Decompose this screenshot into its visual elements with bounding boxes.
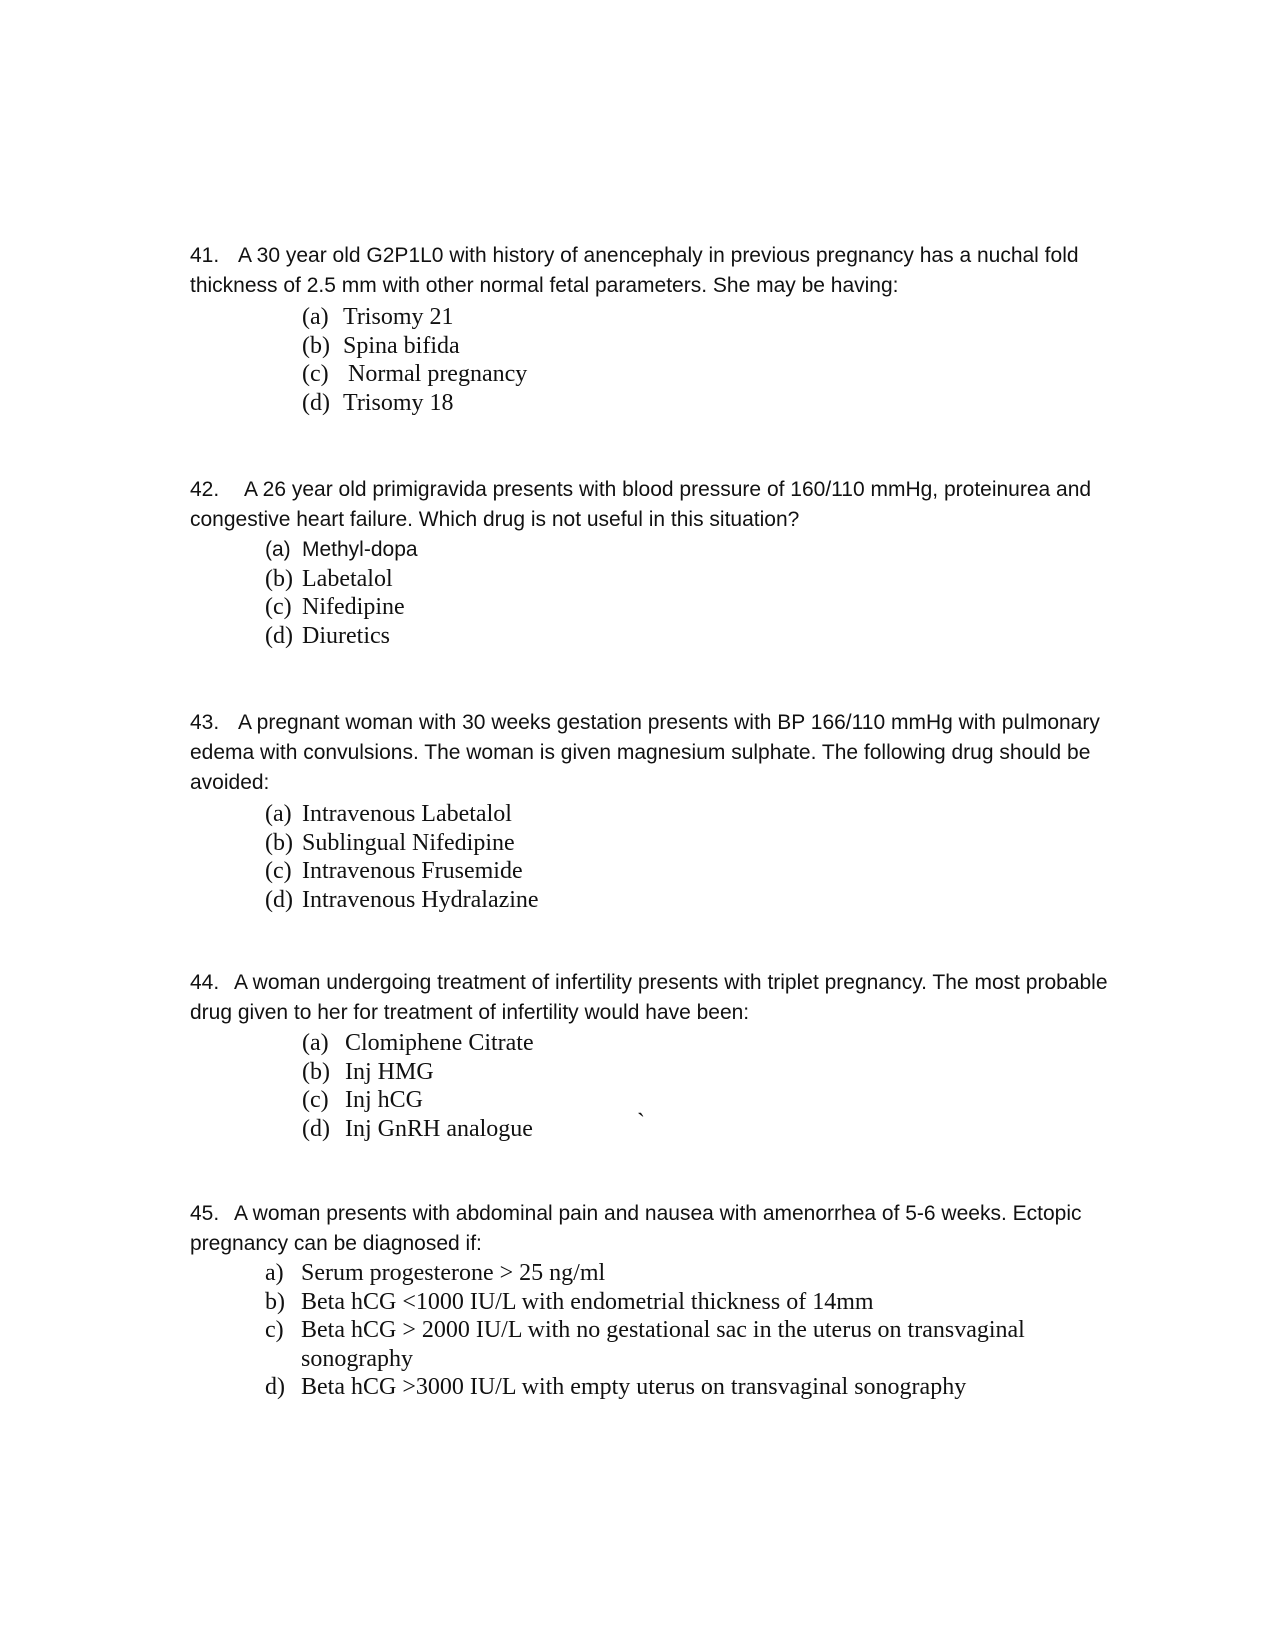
option-text: Methyl-dopa (302, 538, 418, 561)
question-number: 43. (190, 711, 220, 734)
option-label: (a) (265, 538, 291, 561)
question-text: A woman undergoing treatment of infertility presents with triplet pregnancy. The most probable drug given to her for treatment of infertility would have been: (190, 971, 1108, 1024)
question-number: 44. (190, 971, 220, 994)
option-label: (a) (302, 304, 329, 330)
option-text: Normal pregnancy (348, 361, 528, 387)
option-d (265, 622, 1150, 651)
option-list (302, 303, 1150, 417)
option-list (265, 800, 1150, 914)
option-label: (a) (302, 1030, 329, 1056)
option-b (265, 829, 1150, 858)
option-text: Inj HMG (345, 1058, 434, 1085)
option-b (302, 1058, 1150, 1087)
option-label: (b) (302, 1058, 330, 1085)
option-label: (c) (265, 858, 292, 884)
option-a (302, 303, 1150, 332)
question-stem (190, 241, 1150, 301)
question-text: A 30 year old G2P1L0 with history of anencephaly in previous pregnancy has a nuchal fold thickness of 2.5 mm with other normal fetal parameters. She may be having: (190, 244, 1079, 297)
option-a (302, 1029, 1150, 1058)
option-c (302, 360, 1150, 389)
option-d (302, 389, 1150, 418)
option-d (265, 886, 1150, 915)
question-stem (190, 475, 1150, 535)
question-44 (190, 968, 1150, 1143)
question-text: A woman presents with abdominal pain and nausea with amenorrhea of 5-6 weeks. Ectopic pregnancy can be diagnosed if: (190, 1202, 1082, 1255)
option-label: b) (265, 1288, 285, 1315)
option-text: Diuretics (302, 622, 390, 649)
option-b (265, 1288, 1055, 1317)
option-text: Inj hCG (345, 1087, 423, 1113)
question-number: 45. (190, 1202, 220, 1225)
option-text: Nifedipine (302, 594, 405, 620)
option-label: (d) (302, 389, 330, 416)
question-43 (190, 708, 1150, 914)
option-text: Intravenous Frusemide (302, 858, 523, 884)
option-text: Clomiphene Citrate (345, 1030, 534, 1056)
option-label: a) (265, 1260, 284, 1286)
option-d (302, 1115, 1150, 1144)
question-stem (190, 708, 1150, 798)
option-text: Serum progesterone > 25 ng/ml (301, 1260, 606, 1286)
option-label: (b) (265, 829, 293, 856)
stray-mark: ` (637, 1110, 645, 1136)
option-b (302, 332, 1150, 361)
option-a (265, 536, 1150, 565)
question-text: A pregnant woman with 30 weeks gestation presents with BP 166/110 mmHg with pulmonary edema with convulsions. The woman is given magnesium sulphate. The following drug should be avoided: (190, 711, 1100, 794)
option-list (302, 1029, 1150, 1143)
option-text: Inj GnRH analogue (345, 1115, 533, 1142)
question-text: A 26 year old primigravida presents with blood pressure of 160/110 mmHg, proteinurea and congestive heart failure. Which drug is not useful in this situation? (190, 478, 1092, 531)
question-number: 41. (190, 244, 220, 267)
option-a (265, 1259, 1055, 1288)
option-label: (d) (302, 1115, 330, 1142)
option-c (265, 1316, 1055, 1373)
question-41 (190, 241, 1150, 417)
option-label: c) (265, 1317, 284, 1343)
option-text: Intravenous Labetalol (302, 801, 512, 827)
option-c (302, 1086, 1150, 1115)
option-label: (d) (265, 622, 293, 649)
option-text: Trisomy 21 (343, 304, 454, 330)
option-text: Beta hCG >3000 IU/L with empty uterus on transvaginal sonography (301, 1374, 967, 1400)
option-text: Spina bifida (343, 332, 460, 359)
option-b (265, 565, 1150, 594)
question-42 (190, 475, 1150, 650)
option-label: (d) (265, 886, 293, 913)
option-label: (b) (302, 332, 330, 359)
option-label: (c) (302, 1087, 329, 1113)
option-c (265, 857, 1150, 886)
option-text: Beta hCG <1000 IU/L with endometrial thickness of 14mm (301, 1288, 874, 1315)
option-label: (b) (265, 565, 293, 592)
option-label: (c) (265, 594, 292, 620)
question-number: 42. (190, 478, 220, 501)
option-list (265, 1259, 1055, 1402)
option-text: Beta hCG > 2000 IU/L with no gestational sac in the uterus on transvaginal sonography (301, 1317, 1025, 1372)
option-label: (c) (302, 361, 329, 387)
option-text: Intravenous Hydralazine (302, 886, 539, 913)
option-c (265, 593, 1150, 622)
question-stem (190, 968, 1150, 1028)
option-label: (a) (265, 801, 292, 827)
option-text: Labetalol (302, 565, 393, 592)
option-text: Trisomy 18 (343, 389, 454, 416)
option-a (265, 800, 1150, 829)
option-d (265, 1373, 1055, 1402)
question-45 (190, 1199, 1150, 1402)
option-label: d) (265, 1374, 285, 1400)
option-list (265, 536, 1150, 650)
question-stem (190, 1199, 1150, 1259)
option-text: Sublingual Nifedipine (302, 829, 515, 856)
